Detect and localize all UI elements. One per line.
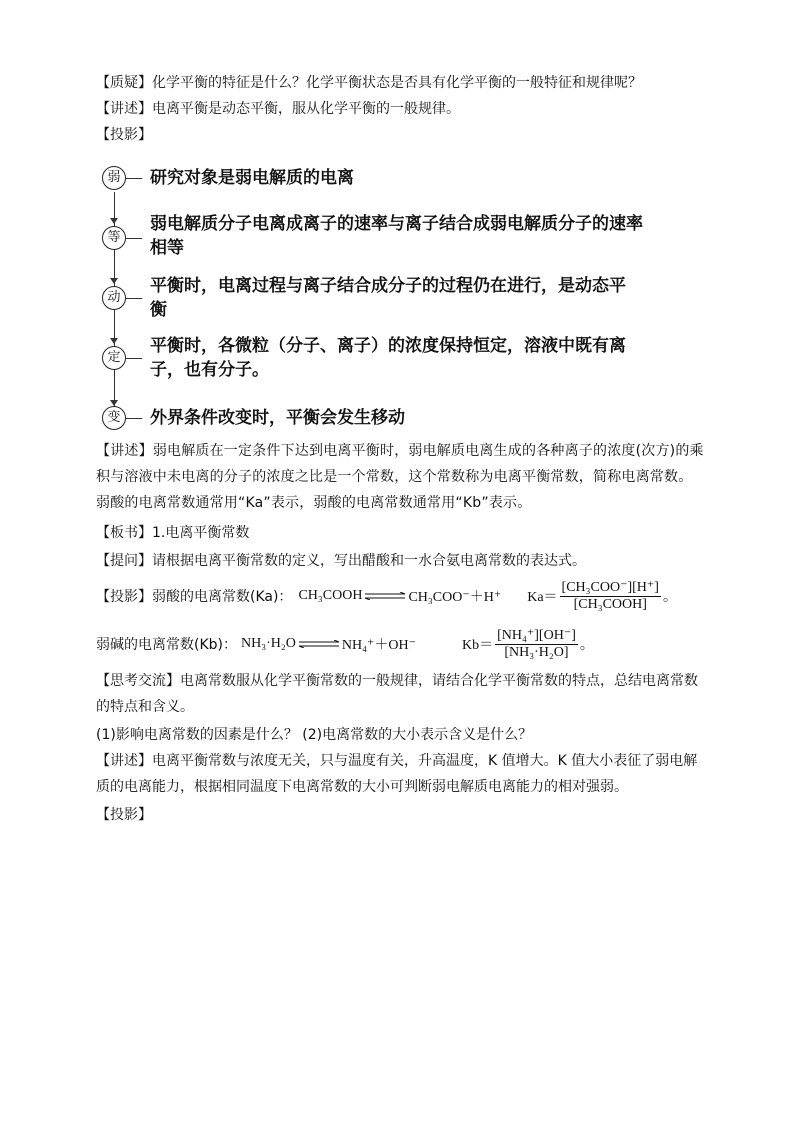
flow-branch-2 [126,238,142,239]
question-text: 化学平衡的特征是什么？化学平衡状态是否具有化学平衡的一般特征和规律呢？ [152,75,642,91]
projection-tag-3: 【投影】 [96,807,152,823]
flow-branch-5 [126,418,142,419]
flow-text-dynamic: 平衡时，电离过程与离子结合成分子的过程仍在进行，是动态平衡 [150,276,626,320]
ask-tag: 【提问】 [96,553,152,569]
discussion-tag: 【思考交流】 [96,673,180,689]
ka-end: 。 [662,589,677,605]
equilibrium-arrow-1 [364,592,406,600]
flow-branch-3 [126,298,142,299]
flow-text-weak: 研究对象是弱电解质的电离 [150,168,354,188]
ask-text: 请根据电离平衡常数的定义，写出醋酸和一水合氨电离常数的表达式。 [152,553,586,569]
base-constant-label: 弱碱的电离常数(Kb)： [96,637,237,653]
discussion-text: 电离常数服从化学平衡常数的一般规律，请结合化学平衡常数的特点，总结电离常数的特点和含义。 [96,673,698,715]
projection-tag-1: 【投影】 [96,127,152,143]
kb-end: 。 [579,637,594,653]
ka-fraction [560,580,661,613]
equilibrium-arrow-2 [298,640,340,648]
flow-text-change: 外界条件改变时，平衡会发生移动 [150,408,405,428]
acetic-acid-formula: CH₃COOH [298,588,363,603]
flow-branch-1 [126,178,142,179]
ka-denominator: [CH₃COOH] [573,596,647,612]
flow-branch-4 [126,358,142,359]
acetate-products: CH₃COO⁻＋H⁺ [408,590,502,605]
acid-constant-label: 弱酸的电离常数(Ka)： [152,589,293,605]
narration-tag-3: 【讲述】 [96,753,152,769]
question-tag: 【质疑】 [96,75,152,91]
flow-arrow-3 [110,338,118,344]
ask-paragraph [96,548,706,574]
kb-symbol: Kb＝ [461,638,494,653]
discussion-paragraph [96,668,710,720]
narration-text-2: 弱电解质在一定条件下达到电离平衡时，弱电解质电离生成的各种离子的浓度(次方)的乘积与溶液中未电离的分子的浓度之比是一个常数，这个常数称为电离平衡常数，简称电离常数。弱酸的电离常数通常用“Ka”表示，弱酸的电离常数通常用“Kb”表示。 [96,443,704,511]
narration-paragraph-3 [96,748,710,800]
board-paragraph [96,520,706,546]
ka-symbol: Ka＝ [527,590,558,605]
flow-node-dynamic: 动 [102,286,126,310]
narration-paragraph-2 [96,438,706,516]
ammonium-products: NH₄⁺＋OH⁻ [341,638,416,653]
flow-arrow-1 [110,218,118,224]
ka-numerator: [CH₃COO⁻][H⁺] [561,579,659,595]
question-paragraph [96,70,706,96]
flow-arrow-2 [110,278,118,284]
acid-constant-formula [96,576,677,616]
base-constant-formula [96,624,594,664]
narration-paragraph-1 [96,96,706,122]
flow-node-change: 变 [102,406,126,430]
kb-numerator: [NH₄⁺][OH⁻] [497,627,576,643]
projection-heading-3 [96,802,706,828]
questions-paragraph [96,722,706,748]
kb-fraction [495,628,578,661]
narration-text-1: 电离平衡是动态平衡，服从化学平衡的一般规律。 [152,101,460,117]
flow-node-equal: 等 [102,226,126,250]
board-text: 1.电离平衡常数 [152,525,250,541]
kb-denominator: [NH₃·H₂O] [504,644,569,660]
questions-text: (1)影响电离常数的因素是什么？ (2)电离常数的大小表示含义是什么？ [96,727,533,743]
narration-text-3: 电离平衡常数与浓度无关，只与温度有关，升高温度，K 值增大。K 值大小表征了弱电解质的电离能力，根据相同温度下电离常数的大小可判断弱电解质电离能力的相对强弱。 [96,753,698,795]
flow-node-constant: 定 [102,346,126,370]
projection-heading-1 [96,122,706,148]
equilibrium-features-diagram [96,162,716,432]
ammonia-hydrate-formula: NH₃·H₂O [241,636,296,651]
narration-tag-1: 【讲述】 [96,101,152,117]
flow-text-constant: 平衡时，各微粒（分子、离子）的浓度保持恒定，溶液中既有离子，也有分子。 [150,336,626,380]
projection-tag-2: 【投影】 [96,589,152,605]
flow-node-weak: 弱 [102,166,126,190]
board-tag: 【板书】 [96,525,152,541]
narration-tag-2: 【讲述】 [96,443,153,459]
flow-text-equal: 弱电解质分子电离成离子的速率与离子结合成弱电解质分子的速率相等 [150,214,643,258]
